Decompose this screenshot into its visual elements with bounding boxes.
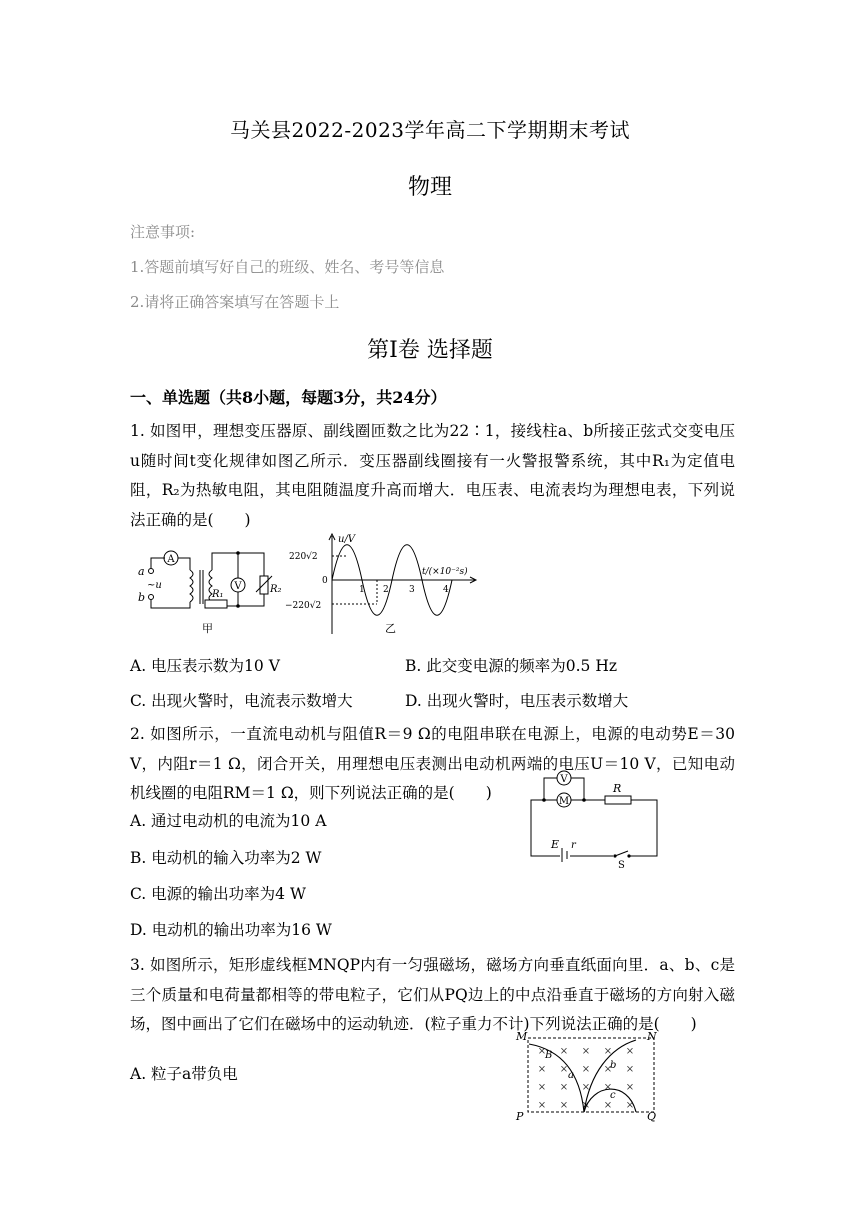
svg-text:×: × xyxy=(581,1064,591,1075)
question-2-text: 2. 如图所示，一直流电动机与阻值R＝9 Ω的电阻串联在电源上，电源的电动势E＝30 V，内阻r＝1 Ω，闭合开关，用理想电压表测出电动机两端的电压U＝10 V，已知电动机线圈的电阻RM＝1 Ω，则下列说法正确的是( ) xyxy=(130,725,735,802)
question-1-text: 1. 如图甲，理想变压器原、副线圈匝数之比为22∶1，接线柱a、b所接正弦式交变电压u随时间t变化规律如图乙所示．变压器副线圈接有一火警报警系统，其中R₁为定值电阻，R₂为热敏电阻，其电阻随温度升高而增大．电压表、电流表均为理想电表，下列说法正确的是( ) xyxy=(130,422,735,529)
q2-option-c: C. 电源的输出功率为4 W xyxy=(130,885,306,903)
svg-text:×: × xyxy=(581,1100,591,1111)
internal-r-label: r xyxy=(571,840,576,851)
source-u-label: ~u xyxy=(147,580,162,591)
section-title: 一、单选题（共8小题，每题3分，共24分） xyxy=(130,388,447,407)
q2-option-d: D. 电动机的输出功率为16 W xyxy=(130,921,332,939)
svg-text:×: × xyxy=(559,1046,569,1057)
r1-label: R₁ xyxy=(212,589,224,600)
particle-c-label: c xyxy=(610,1090,616,1101)
r2-label: R₂ xyxy=(270,584,282,595)
svg-text:×: × xyxy=(603,1082,613,1093)
graph-tick-1: 1 xyxy=(359,585,365,595)
svg-text:×: × xyxy=(625,1064,635,1075)
motor-label: M xyxy=(558,796,570,807)
svg-text:×: × xyxy=(559,1082,569,1093)
q1-option-c: C. 出现火警时，电流表示数增大 xyxy=(130,692,353,710)
q2-option-a: A. 通过电动机的电流为10 A xyxy=(130,812,327,830)
magnetic-field-figure xyxy=(512,1028,662,1124)
ammeter-label: A xyxy=(167,554,175,565)
graph-tick-3: 3 xyxy=(409,585,415,595)
emf-e-label: E xyxy=(551,838,560,851)
graph-ylabel: u/V xyxy=(338,534,356,545)
subject-title: 物理 xyxy=(407,175,452,200)
question-3-text: 3. 如图所示，矩形虚线框MNQP内有一匀强磁场，磁场方向垂直纸面向里．a、b、c是三个质量和电荷量都相等的带电粒子，它们从PQ边上的中点沿垂直于磁场的方向射入磁场，图中画出了它们在磁场中的运动轨迹．(粒子重力不计)下列说法正确的是( ) xyxy=(130,956,735,1033)
graph-y-zero: 0 xyxy=(322,576,328,586)
svg-text:×: × xyxy=(559,1064,569,1075)
voltage-graph-figure xyxy=(285,528,485,640)
graph-y-bottom: −220√2 xyxy=(285,601,322,611)
q2-option-b: B. 电动机的输入功率为2 W xyxy=(130,849,322,867)
notice-heading: 注意事项: xyxy=(130,223,196,241)
q1-option-b: B. 此交变电源的频率为0.5 Hz xyxy=(405,657,618,675)
resistor-r-label: R xyxy=(613,782,622,795)
q1-option-a: A. 电压表示数为10 V xyxy=(130,657,280,675)
particle-b-label: b xyxy=(610,1060,617,1071)
svg-text:×: × xyxy=(537,1064,547,1075)
figure-caption-yi: 乙 xyxy=(385,622,396,635)
svg-text:×: × xyxy=(603,1046,613,1057)
graph-tick-4: 4 xyxy=(443,585,449,595)
voltmeter-label: V xyxy=(560,774,568,785)
graph-y-top: 220√2 xyxy=(289,552,318,562)
voltmeter-label: V xyxy=(234,581,242,592)
notice-item-1: 1.答题前填写好自己的班级、姓名、考号等信息 xyxy=(130,258,445,276)
corner-m-label: M xyxy=(516,1030,528,1043)
switch-s-label: S xyxy=(618,860,625,868)
particle-a-label: a xyxy=(568,1070,574,1081)
svg-text:×: × xyxy=(603,1064,613,1075)
svg-text:×: × xyxy=(537,1046,547,1057)
field-b-label: B xyxy=(545,1050,553,1061)
graph-xlabel: t/(×10⁻²s) xyxy=(422,567,468,577)
svg-text:×: × xyxy=(625,1100,635,1111)
corner-n-label: N xyxy=(647,1030,657,1043)
corner-p-label: P xyxy=(516,1110,524,1123)
svg-text:×: × xyxy=(603,1100,613,1111)
exam-title: 马关县2022-2023学年高二下学期期末考试 xyxy=(229,118,631,142)
svg-text:×: × xyxy=(625,1046,635,1057)
svg-text:×: × xyxy=(537,1082,547,1093)
svg-text:×: × xyxy=(581,1046,591,1057)
q1-option-d: D. 出现火警时，电压表示数增大 xyxy=(405,692,629,710)
figure-caption-jia: 甲 xyxy=(202,622,213,635)
notice-item-2: 2.请将正确答案填写在答题卡上 xyxy=(130,293,340,311)
terminal-a-label: a xyxy=(138,565,145,578)
motor-circuit-figure xyxy=(527,762,667,868)
svg-text:×: × xyxy=(537,1100,547,1111)
svg-text:×: × xyxy=(625,1082,635,1093)
terminal-b-label: b xyxy=(138,591,146,604)
volume-title: 第Ⅰ卷 选择题 xyxy=(367,338,493,363)
svg-text:×: × xyxy=(581,1082,591,1093)
corner-q-label: Q xyxy=(647,1110,657,1123)
graph-tick-2: 2 xyxy=(383,585,389,595)
svg-text:×: × xyxy=(559,1100,569,1111)
q3-option-a: A. 粒子a带负电 xyxy=(130,1065,238,1083)
